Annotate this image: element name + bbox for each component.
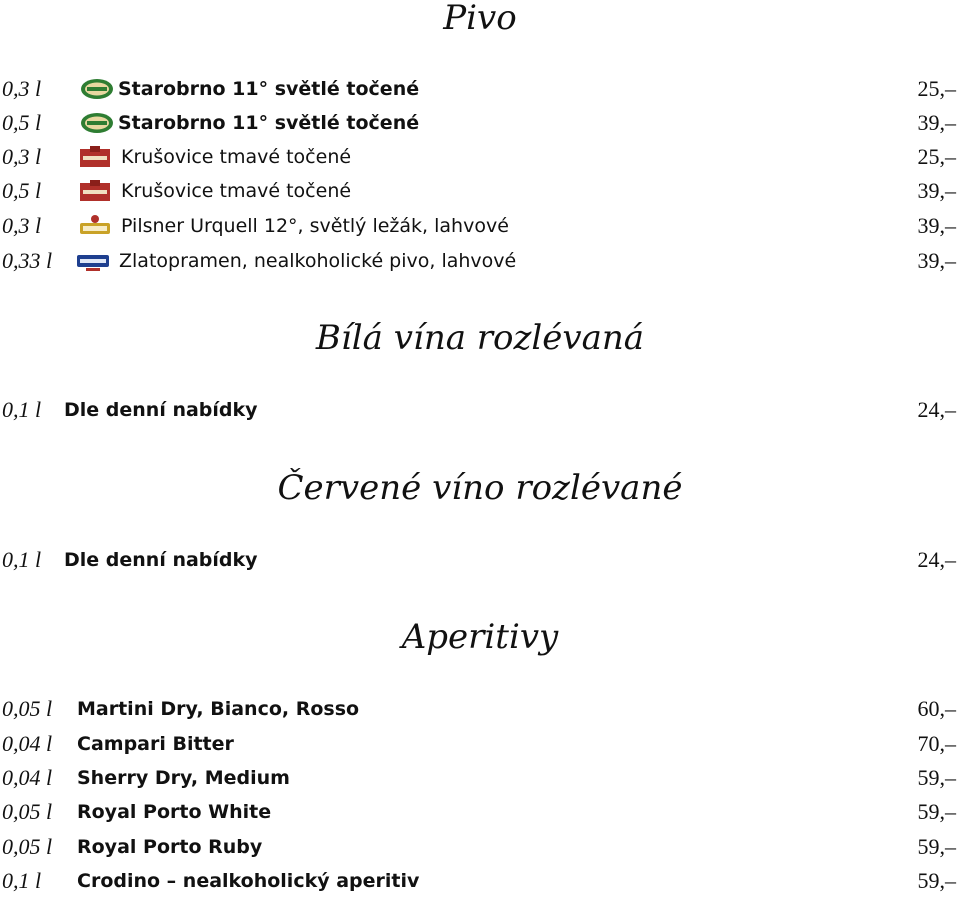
item-name: Royal Porto White	[77, 801, 272, 823]
menu-item	[0, 864, 960, 898]
item-quantity: 0,05 l	[2, 696, 53, 721]
pilsner-urquell-logo-icon	[78, 214, 112, 238]
item-price: 39,–	[917, 213, 956, 238]
item-quantity: 0,5 l	[2, 110, 42, 135]
section-title-cervene-vino: Červené víno rozlévané	[277, 468, 683, 508]
item-name: Sherry Dry, Medium	[77, 767, 290, 789]
item-name: Pilsner Urquell 12°, světlý ležák, lahvové	[121, 215, 509, 237]
item-price: 59,–	[917, 765, 956, 790]
menu-item	[0, 795, 960, 829]
item-price: 24,–	[917, 547, 956, 572]
section-title-bila-vina: Bílá vína rozlévaná	[315, 318, 645, 358]
item-quantity: 0,05 l	[2, 834, 53, 859]
item-name: Dle denní nabídky	[64, 399, 258, 421]
item-name: Royal Porto Ruby	[77, 836, 263, 858]
menu-item	[0, 174, 960, 208]
starobrno-logo-icon	[80, 111, 114, 135]
item-name: Krušovice tmavé točené	[121, 180, 352, 202]
item-name: Campari Bitter	[77, 733, 234, 755]
item-quantity: 0,1 l	[2, 868, 42, 893]
item-name: Krušovice tmavé točené	[121, 146, 352, 168]
menu-item	[0, 106, 960, 140]
menu-item	[0, 692, 960, 726]
menu-item	[0, 543, 960, 577]
item-name: Dle denní nabídky	[64, 549, 258, 571]
item-price: 70,–	[917, 731, 956, 756]
zlatopramen-logo-icon	[76, 249, 110, 273]
item-quantity: 0,04 l	[2, 765, 53, 790]
item-quantity: 0,1 l	[2, 547, 42, 572]
item-name: Zlatopramen, nealkoholické pivo, lahvové	[119, 250, 517, 272]
item-quantity: 0,3 l	[2, 144, 42, 169]
item-price: 25,–	[917, 144, 956, 169]
starobrno-logo-icon	[80, 77, 114, 101]
section-title-pivo: Pivo	[443, 0, 517, 38]
item-quantity: 0,3 l	[2, 76, 42, 101]
item-price: 24,–	[917, 397, 956, 422]
menu-item	[0, 209, 960, 243]
menu-item	[0, 393, 960, 427]
item-name: Crodino – nealkoholický aperitiv	[77, 870, 420, 892]
item-price: 59,–	[917, 834, 956, 859]
item-price: 39,–	[917, 248, 956, 273]
item-quantity: 0,05 l	[2, 799, 53, 824]
item-name: Starobrno 11° světlé točené	[118, 78, 420, 100]
krusovice-logo-icon	[78, 179, 112, 203]
menu-item	[0, 830, 960, 864]
item-quantity: 0,5 l	[2, 178, 42, 203]
item-price: 60,–	[917, 696, 956, 721]
item-name: Martini Dry, Bianco, Rosso	[77, 698, 360, 720]
item-quantity: 0,1 l	[2, 397, 42, 422]
item-price: 59,–	[917, 799, 956, 824]
item-price: 39,–	[917, 178, 956, 203]
item-price: 39,–	[917, 110, 956, 135]
item-price: 25,–	[917, 76, 956, 101]
item-name: Starobrno 11° světlé točené	[118, 112, 420, 134]
menu-item	[0, 140, 960, 174]
section-title-aperitivy: Aperitivy	[401, 617, 559, 657]
krusovice-logo-icon	[78, 145, 112, 169]
menu-item	[0, 761, 960, 795]
menu-item	[0, 72, 960, 106]
item-quantity: 0,3 l	[2, 213, 42, 238]
menu-item	[0, 727, 960, 761]
item-quantity: 0,33 l	[2, 248, 53, 273]
menu-item	[0, 244, 960, 278]
item-quantity: 0,04 l	[2, 731, 53, 756]
item-price: 59,–	[917, 868, 956, 893]
